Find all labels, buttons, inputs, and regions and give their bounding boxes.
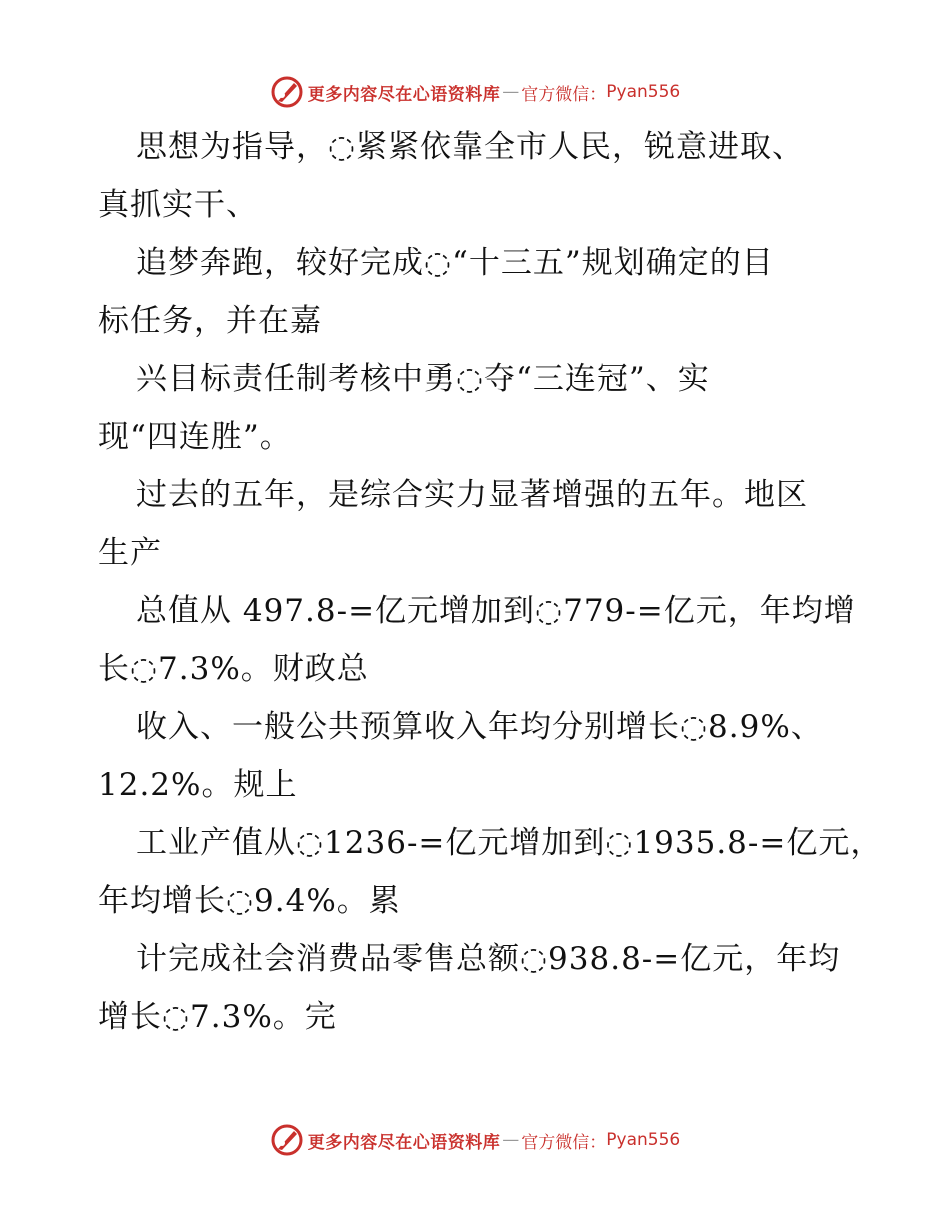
text-line: 思想为指导，◌紧紧依靠全市人民，锐意进取、 xyxy=(136,129,805,165)
watermark-brand: 更多内容尽在心语资料库 xyxy=(307,84,501,105)
text-line: 标任务，并在嘉 xyxy=(98,303,322,339)
text-line: 兴目标责任制考核中勇◌夺“三连冠”、实 xyxy=(136,361,710,397)
text-line: 生产 xyxy=(98,535,162,571)
text-line: 年均增长◌9.4%。累 xyxy=(98,883,401,919)
quill-pen-logo-icon xyxy=(270,75,304,109)
text-line: 现“四连胜”。 xyxy=(98,419,292,455)
watermark-dash: — xyxy=(502,1130,520,1150)
text-line: 总值从 497.8‑=亿元增加到◌779‑=亿元，年均增 xyxy=(136,593,856,629)
watermark-dash: — xyxy=(502,82,520,102)
footer-watermark xyxy=(0,1120,950,1160)
text-line: 过去的五年，是综合实力显著增强的五年。地区 xyxy=(136,477,808,513)
text-line: 计完成社会消费品零售总额◌938.8‑=亿元，年均 xyxy=(136,941,841,977)
text-line: 收入、一般公共预算收入年均分别增长◌8.9%、 xyxy=(136,709,823,745)
header-watermark xyxy=(0,72,950,112)
watermark-account-id: Pyan556 xyxy=(606,82,681,102)
quill-pen-logo-icon xyxy=(270,1123,304,1157)
text-line: 长◌7.3%。财政总 xyxy=(98,651,369,687)
text-line: 增长◌7.3%。完 xyxy=(98,999,337,1035)
watermark-account-id: Pyan556 xyxy=(606,1130,681,1150)
text-line: 真抓实干、 xyxy=(98,187,258,223)
document-body xyxy=(98,118,888,1046)
watermark-account-label: 官方微信： xyxy=(521,1132,607,1153)
watermark-brand: 更多内容尽在心语资料库 xyxy=(307,1132,501,1153)
watermark-account-label: 官方微信： xyxy=(521,84,607,105)
text-line: 工业产值从◌1236‑=亿元增加到◌1935.8‑=亿元， xyxy=(136,825,883,861)
text-line: 追梦奔跑，较好完成◌“十三五”规划确定的目 xyxy=(136,245,774,281)
text-line: 12.2%。规上 xyxy=(98,767,298,803)
